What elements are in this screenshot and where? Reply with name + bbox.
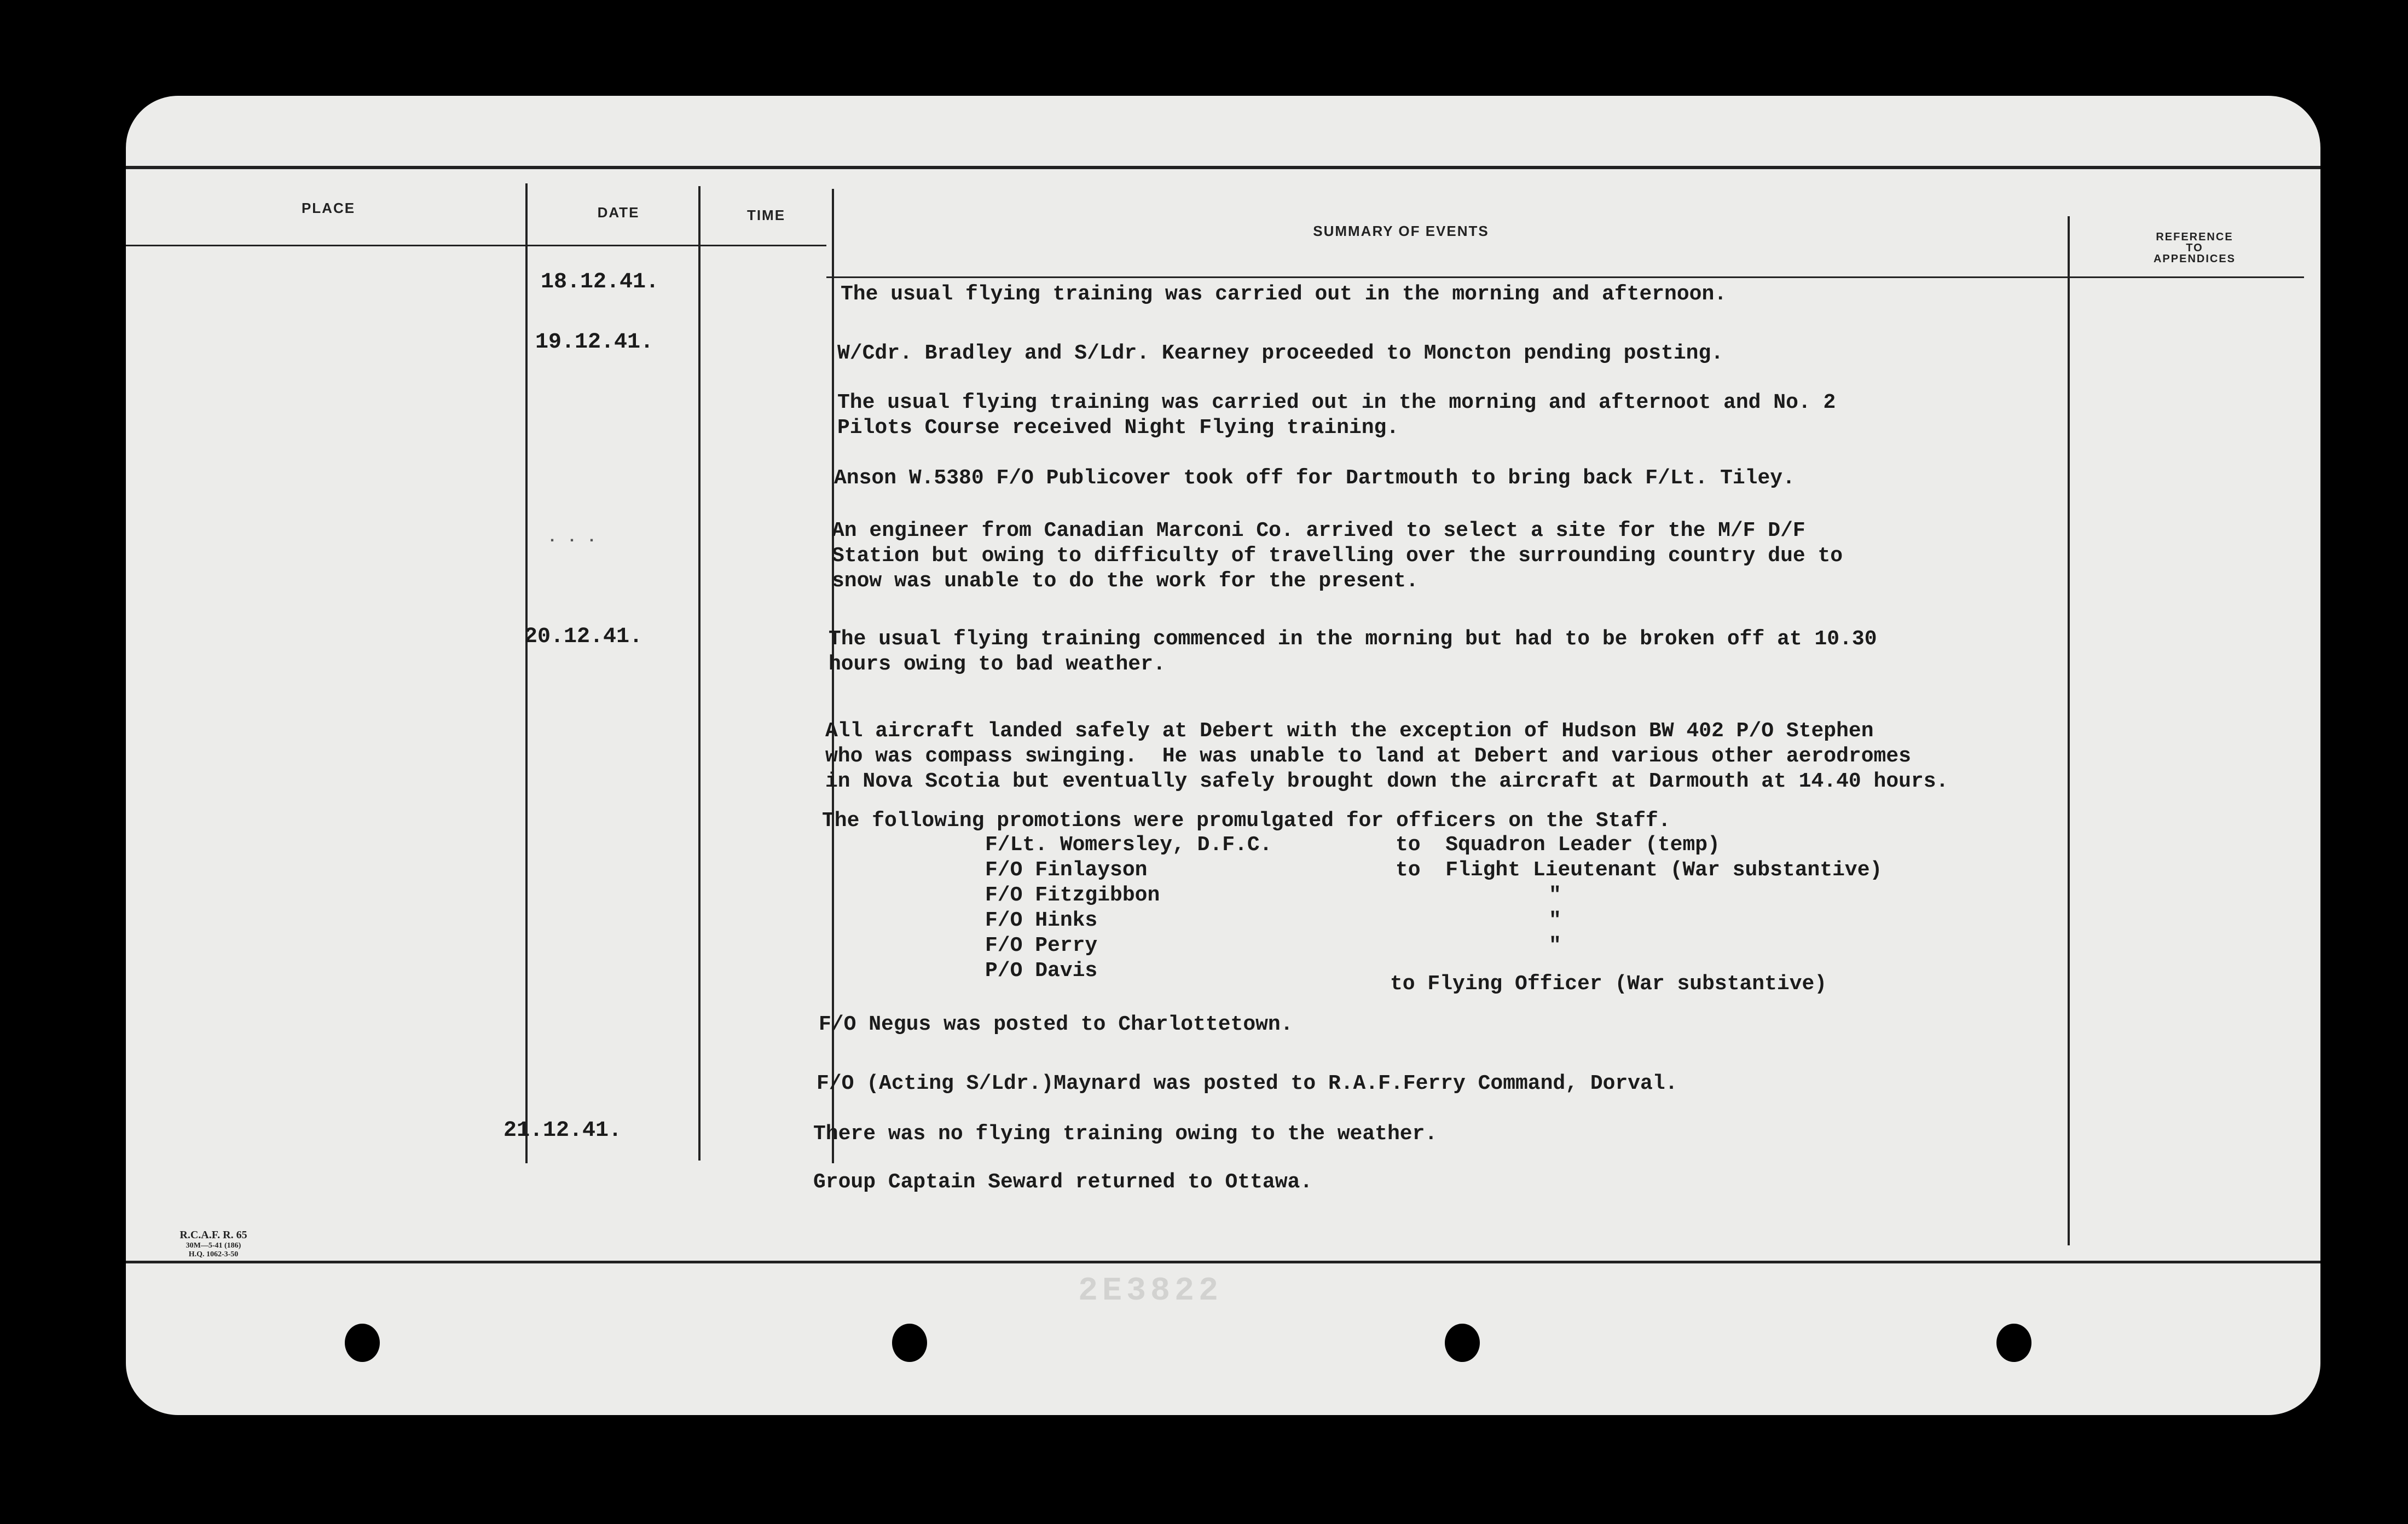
- entry-6: The usual flying training commenced in the morning but had to be broken off at 10.30 hours owing to bad weather.: [829, 627, 1877, 676]
- entry-11: There was no flying training owing to the weather.: [813, 1122, 1438, 1146]
- promotion-to-6: to Flying Officer (War substantive): [1390, 972, 1827, 996]
- punch-hole-4: [1996, 1324, 2031, 1362]
- date-3: 20.12.41.: [524, 625, 643, 649]
- promotion-name-3: F/O Fitzgibbon: [985, 884, 1160, 907]
- header-reference-line-2: TO: [2186, 242, 2203, 254]
- col-divider-summary: [2068, 216, 2070, 1245]
- punch-hole-1: [345, 1324, 380, 1362]
- header-date: DATE: [597, 204, 640, 221]
- bottom-rule: [126, 1261, 2320, 1263]
- header-reference-line-1: REFERENCE: [2156, 231, 2233, 243]
- faint-stamp: 2E3822: [1078, 1273, 1223, 1310]
- form-code-line-2: 30M—5-41 (186): [186, 1242, 241, 1250]
- promotion-name-5: F/O Perry: [985, 934, 1098, 957]
- form-code: [142, 1229, 285, 1259]
- entry-4: Anson W.5380 F/O Publicover took off for Dartmouth to bring back F/Lt. Tiley.: [834, 466, 1795, 490]
- punch-hole-3: [1445, 1324, 1480, 1362]
- header-reference: [2112, 232, 2277, 264]
- entry-3: The usual flying training was carried out in the morning and afternoot and No. 2 Pilots Course received Night Flying training.: [837, 391, 1836, 440]
- header-time: TIME: [746, 207, 786, 223]
- header-summary: SUMMARY OF EVENTS: [1313, 223, 1489, 239]
- entry-10: F/O (Acting S/Ldr.)Maynard was posted to R.A.F.Ferry Command, Dorval.: [817, 1072, 1678, 1095]
- form-code-line-1: R.C.A.F. R. 65: [180, 1229, 247, 1241]
- promotion-to-4: ": [1549, 909, 1561, 932]
- promotion-to-2: to Flight Lieutenant (War substantive): [1396, 858, 1883, 882]
- promotion-name-4: F/O Hinks: [985, 909, 1098, 932]
- punch-hole-2: [892, 1324, 927, 1362]
- promotion-to-1: to Squadron Leader (temp): [1396, 833, 1720, 857]
- header-place: PLACE: [301, 200, 356, 216]
- promotion-to-5: ": [1549, 934, 1561, 957]
- summary-header-rule: [826, 276, 2304, 278]
- col-divider-place: [525, 183, 528, 1163]
- promotion-name-6: P/O Davis: [985, 959, 1098, 983]
- header-reference-line-3: APPENDICES: [2153, 253, 2236, 265]
- col-divider-date: [698, 186, 701, 1161]
- date-2: 19.12.41.: [535, 330, 654, 355]
- promotion-name-1: F/Lt. Womersley, D.F.C.: [985, 833, 1272, 857]
- entry-8: The following promotions were promulgated for officers on the Staff.: [822, 809, 1671, 833]
- entry-12: Group Captain Seward returned to Ottawa.: [813, 1170, 1313, 1194]
- header-rule: [126, 245, 826, 246]
- date-dots: . . .: [547, 528, 597, 547]
- diary-card: [126, 96, 2320, 1415]
- entry-1: The usual flying training was carried out in the morning and afternoon.: [841, 282, 1727, 306]
- promotion-name-2: F/O Finlayson: [985, 858, 1148, 882]
- entry-7: All aircraft landed safely at Debert with the exception of Hudson BW 402 P/O Stephen who was compass swinging. He was unable to land at Debert and various other aerodromes in Nova Scotia but eventually safely brought down the aircraft at Darmouth at 14.40 hours.: [825, 719, 1949, 793]
- entry-2: W/Cdr. Bradley and S/Ldr. Kearney proceeded to Moncton pending posting.: [837, 342, 1724, 365]
- promotion-to-3: ": [1549, 884, 1561, 907]
- date-1: 18.12.41.: [541, 270, 659, 295]
- date-4: 21.12.41.: [503, 1118, 622, 1143]
- top-rule: [126, 166, 2320, 169]
- entry-9: F/O Negus was posted to Charlottetown.: [819, 1013, 1293, 1036]
- form-code-line-3: H.Q. 1062-3-50: [188, 1250, 239, 1259]
- entry-5: An engineer from Canadian Marconi Co. arrived to select a site for the M/F D/F Station but owing to difficulty of travelling over the surrounding country due to snow was unable to do the work for the present.: [832, 519, 1843, 593]
